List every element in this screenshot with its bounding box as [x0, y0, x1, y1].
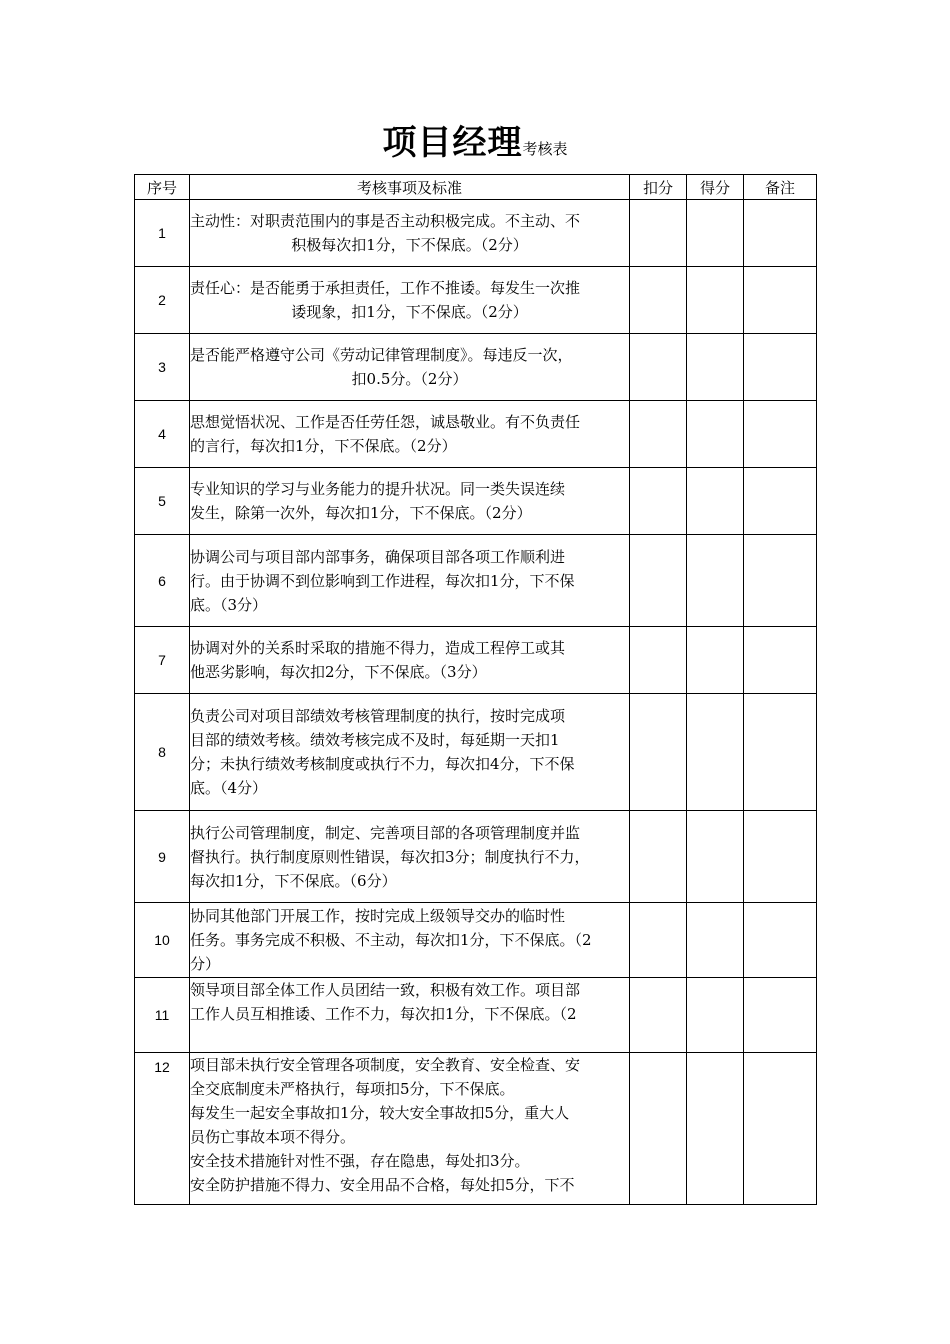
deduct-cell[interactable]: [630, 903, 687, 978]
row-number: 10: [135, 903, 190, 978]
score-cell[interactable]: [687, 267, 744, 334]
criteria-cell: [190, 267, 630, 334]
title-sub: 考核表: [522, 140, 568, 158]
header-criteria: 考核事项及标准: [190, 175, 630, 200]
title-main: 项目经理: [382, 123, 523, 163]
remark-cell[interactable]: [744, 1053, 817, 1205]
criteria-cell: [190, 468, 630, 535]
table-row: [135, 468, 817, 535]
criteria-line: 底。（3分）: [190, 595, 268, 614]
remark-cell[interactable]: [744, 903, 817, 978]
score-cell[interactable]: [687, 401, 744, 468]
criteria-line: 协同其他部门开展工作，按时完成上级领导交办的临时性: [190, 907, 566, 925]
document-title: [0, 123, 950, 163]
row-number: 6: [135, 535, 190, 627]
deduct-cell[interactable]: [630, 535, 687, 627]
criteria-line: 底。（4分）: [190, 779, 268, 797]
criteria-line: 工作人员互相推诿、工作不力，每次扣1分，下不保底。（2: [190, 1005, 577, 1023]
deduct-cell[interactable]: [630, 811, 687, 903]
remark-cell[interactable]: [744, 401, 817, 468]
criteria-line: 是否能严格遵守公司《劳动记律管理制度》。每违反一次，: [190, 346, 573, 364]
row-number: 4: [135, 401, 190, 468]
remark-cell[interactable]: [744, 334, 817, 401]
remark-cell[interactable]: [744, 627, 817, 694]
criteria-cell: [190, 200, 630, 267]
table-row: [135, 627, 817, 694]
score-cell[interactable]: [687, 811, 744, 903]
criteria-line: 督执行。执行制度原则性错误，每次扣3分；制度执行不力，: [190, 847, 590, 866]
criteria-line: 全交底制度未严格执行，每项扣5分，下不保底。: [190, 1080, 515, 1098]
criteria-line: 分）: [190, 955, 221, 973]
table-row: [135, 811, 817, 903]
score-cell[interactable]: [687, 694, 744, 811]
criteria-line: 行。由于协调不到位影响到工作进程，每次扣1分，下不保: [190, 571, 575, 590]
table-row: [135, 334, 817, 401]
deduct-cell[interactable]: [630, 468, 687, 535]
deduct-cell[interactable]: [630, 978, 687, 1053]
criteria-line: 执行公司管理制度，制定、完善项目部的各项管理制度并监: [190, 823, 581, 842]
criteria-line: 责任心：是否能勇于承担责任，工作不推诿。每发生一次推: [190, 279, 581, 297]
criteria-line: 每发生一起安全事故扣1分，较大安全事故扣5分，重大人: [190, 1104, 570, 1122]
deduct-cell[interactable]: [630, 627, 687, 694]
header-remark: 备注: [744, 175, 817, 200]
remark-cell[interactable]: [744, 535, 817, 627]
row-number: 12: [135, 1053, 190, 1205]
criteria-line: 每次扣1分，下不保底。（6分）: [190, 871, 397, 890]
criteria-line: 发生，除第一次外，每次扣1分，下不保底。（2分）: [190, 504, 532, 522]
criteria-cell: [190, 811, 630, 903]
header-row: [135, 175, 817, 200]
table-row: [135, 401, 817, 468]
remark-cell[interactable]: [744, 267, 817, 334]
criteria-line: 任务。事务完成不积极、不主动，每次扣1分，下不保底。（2: [190, 931, 592, 949]
table-row: [135, 535, 817, 627]
table-row: [135, 267, 817, 334]
row-number: 2: [135, 267, 190, 334]
criteria-line: 积极每次扣1分，下不保底。（2分）: [291, 236, 528, 254]
score-cell[interactable]: [687, 334, 744, 401]
criteria-cell: [190, 694, 630, 811]
criteria-line: 项目部未执行安全管理各项制度，安全教育、安全检查、安: [190, 1056, 581, 1074]
criteria-line: 主动性：对职责范围内的事是否主动积极完成。不主动、不: [190, 212, 581, 230]
criteria-line: 安全防护措施不得力、安全用品不合格，每处扣5分，下不: [190, 1176, 575, 1194]
score-cell[interactable]: [687, 978, 744, 1053]
score-cell[interactable]: [687, 535, 744, 627]
criteria-line: 负责公司对项目部绩效考核管理制度的执行，按时完成项: [190, 707, 566, 725]
deduct-cell[interactable]: [630, 401, 687, 468]
criteria-line: 领导项目部全体工作人员团结一致，积极有效工作。项目部: [190, 981, 581, 999]
score-cell[interactable]: [687, 627, 744, 694]
row-number: 8: [135, 694, 190, 811]
criteria-cell: [190, 535, 630, 627]
deduct-cell[interactable]: [630, 200, 687, 267]
remark-cell[interactable]: [744, 694, 817, 811]
score-cell[interactable]: [687, 1053, 744, 1205]
criteria-cell: [190, 401, 630, 468]
table-row: [135, 1053, 817, 1205]
criteria-cell: [190, 627, 630, 694]
criteria-line: 员伤亡事故本项不得分。: [190, 1128, 356, 1146]
remark-cell[interactable]: [744, 468, 817, 535]
criteria-line: 专业知识的学习与业务能力的提升状况。同一类失误连续: [190, 480, 566, 498]
criteria-line: 思想觉悟状况、工作是否任劳任怨，诚恳敬业。有不负责任: [190, 413, 581, 431]
criteria-line: 分；未执行绩效考核制度或执行不力，每次扣4分，下不保: [190, 755, 575, 773]
deduct-cell[interactable]: [630, 1053, 687, 1205]
deduct-cell[interactable]: [630, 334, 687, 401]
row-number: 5: [135, 468, 190, 535]
remark-cell[interactable]: [744, 200, 817, 267]
criteria-line: 诿现象，扣1分，下不保底。（2分）: [291, 303, 528, 321]
table-row: [135, 978, 817, 1053]
score-cell[interactable]: [687, 468, 744, 535]
remark-cell[interactable]: [744, 978, 817, 1053]
criteria-line: 他恶劣影响，每次扣2分，下不保底。（3分）: [190, 663, 487, 681]
criteria-cell: [190, 903, 630, 978]
table-row: [135, 200, 817, 267]
criteria-cell: [190, 1053, 630, 1205]
score-cell[interactable]: [687, 903, 744, 978]
criteria-line: 协调对外的关系时采取的措施不得力，造成工程停工或其: [190, 639, 566, 657]
remark-cell[interactable]: [744, 811, 817, 903]
deduct-cell[interactable]: [630, 267, 687, 334]
row-number: 11: [135, 978, 190, 1053]
criteria-line: 的言行，每次扣1分，下不保底。（2分）: [190, 437, 457, 455]
table-row: [135, 694, 817, 811]
row-number: 9: [135, 811, 190, 903]
header-score: 得分: [687, 175, 744, 200]
table-row: [135, 903, 817, 978]
criteria-line: 安全技术措施针对性不强，存在隐患，每处扣3分。: [190, 1152, 530, 1170]
row-number: 7: [135, 627, 190, 694]
header-deduct: 扣分: [630, 175, 687, 200]
criteria-cell: [190, 978, 630, 1053]
criteria-cell: [190, 334, 630, 401]
header-no: 序号: [135, 175, 190, 200]
assessment-table: [134, 174, 817, 1205]
deduct-cell[interactable]: [630, 694, 687, 811]
row-number: 3: [135, 334, 190, 401]
criteria-line: 目部的绩效考核。绩效考核完成不及时，每延期一天扣1: [190, 731, 560, 749]
criteria-line: 扣0.5分。（2分）: [351, 370, 468, 388]
criteria-line: 协调公司与项目部内部事务，确保项目部各项工作顺利进: [190, 547, 566, 566]
score-cell[interactable]: [687, 200, 744, 267]
row-number: 1: [135, 200, 190, 267]
